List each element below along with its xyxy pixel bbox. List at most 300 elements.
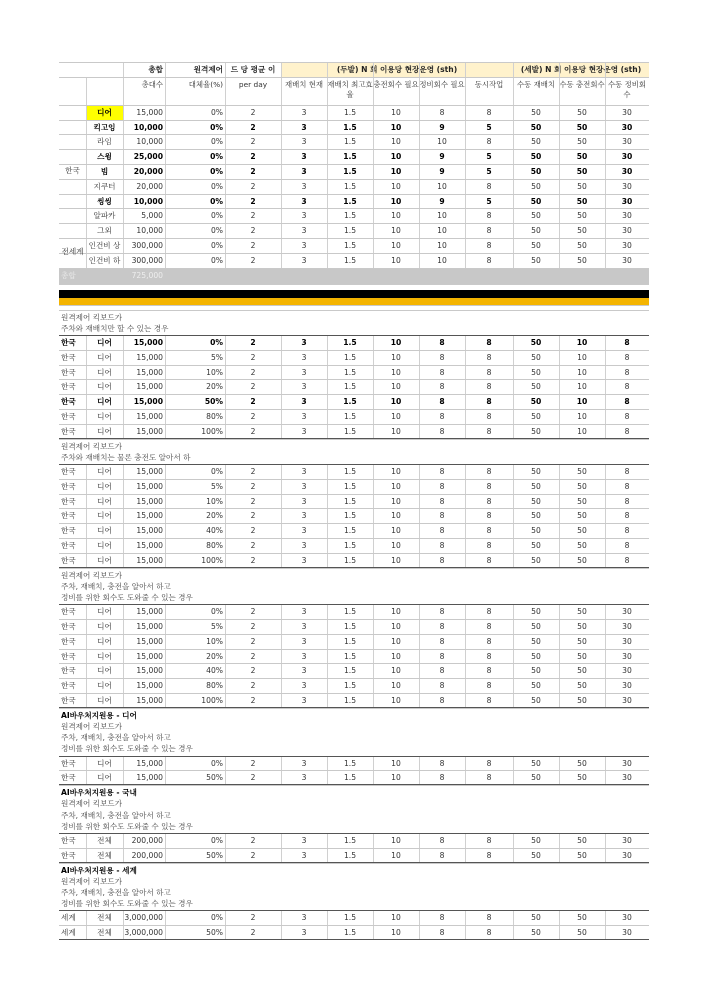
country-cell[interactable]: 세계 bbox=[61, 928, 76, 938]
cell[interactable]: 10 bbox=[390, 166, 402, 176]
cell[interactable]: 50 bbox=[577, 666, 587, 676]
cell[interactable]: 50 bbox=[577, 607, 587, 617]
cell[interactable]: 8 bbox=[439, 621, 445, 631]
cell[interactable]: 50 bbox=[531, 773, 541, 783]
cell[interactable]: 10 bbox=[576, 337, 588, 347]
cell[interactable]: 20% bbox=[206, 651, 223, 661]
company-cell[interactable]: 디어 bbox=[97, 337, 112, 347]
cell[interactable]: 50 bbox=[577, 555, 587, 565]
cell[interactable]: 3 bbox=[301, 511, 307, 521]
cell[interactable]: 3 bbox=[301, 526, 307, 536]
cell[interactable]: 1.5 bbox=[343, 695, 357, 705]
cell[interactable]: 5 bbox=[486, 152, 492, 162]
cell[interactable]: 8 bbox=[486, 773, 492, 783]
cell[interactable]: 8 bbox=[439, 382, 445, 392]
country-cell[interactable]: 한국 bbox=[61, 651, 76, 661]
header-cell[interactable]: 총합 bbox=[148, 65, 163, 74]
cell[interactable]: 10 bbox=[390, 337, 402, 347]
cell[interactable]: 8 bbox=[439, 607, 445, 617]
cell[interactable]: 10 bbox=[437, 240, 447, 250]
company-name[interactable]: 라임 bbox=[97, 137, 112, 147]
cell[interactable]: 9 bbox=[439, 166, 445, 176]
cell[interactable]: 8 bbox=[624, 540, 630, 550]
cell[interactable]: 2 bbox=[250, 107, 256, 117]
cell[interactable]: 8 bbox=[624, 397, 630, 407]
cell[interactable]: 200,000 bbox=[131, 835, 163, 845]
cell[interactable]: 0% bbox=[210, 181, 223, 191]
cell[interactable]: 50 bbox=[531, 681, 541, 691]
cell[interactable]: 8 bbox=[439, 928, 445, 938]
cell[interactable]: 15,000 bbox=[136, 411, 163, 421]
cell[interactable]: 2 bbox=[250, 397, 256, 407]
cell[interactable]: 50 bbox=[530, 196, 542, 206]
cell[interactable]: 30 bbox=[622, 651, 632, 661]
cell[interactable]: 1.5 bbox=[343, 352, 357, 362]
cell[interactable]: 10 bbox=[391, 466, 401, 476]
cell[interactable]: 10 bbox=[391, 367, 401, 377]
country-cell[interactable]: 한국 bbox=[61, 681, 76, 691]
cell[interactable]: 8 bbox=[486, 651, 492, 661]
cell[interactable]: 8 bbox=[439, 695, 445, 705]
country-cell[interactable]: 한국 bbox=[61, 382, 76, 392]
company-cell[interactable]: 전체 bbox=[97, 928, 112, 938]
cell[interactable]: 1.5 bbox=[343, 540, 357, 550]
cell[interactable]: 1.5 bbox=[343, 397, 357, 407]
cell[interactable]: 8 bbox=[486, 636, 492, 646]
cell[interactable]: 8 bbox=[486, 397, 492, 407]
cell[interactable]: 2 bbox=[250, 835, 256, 845]
company-cell[interactable]: 디어 bbox=[97, 621, 112, 631]
cell[interactable]: 10 bbox=[390, 196, 402, 206]
cell[interactable]: 9 bbox=[439, 196, 445, 206]
cell[interactable]: 30 bbox=[621, 166, 633, 176]
cell[interactable]: 15,000 bbox=[136, 466, 163, 476]
company-cell[interactable]: 디어 bbox=[97, 526, 112, 536]
cell[interactable]: 1.5 bbox=[343, 382, 357, 392]
cell[interactable]: 8 bbox=[486, 758, 492, 768]
cell[interactable]: 2 bbox=[250, 352, 256, 362]
cell[interactable]: 8 bbox=[486, 607, 492, 617]
subheader-cell[interactable]: 정비회수 필요 bbox=[419, 79, 465, 89]
cell[interactable]: 0% bbox=[210, 255, 223, 265]
cell[interactable]: 8 bbox=[624, 352, 630, 362]
cell[interactable]: 0% bbox=[210, 913, 223, 923]
cell[interactable]: 3 bbox=[301, 540, 307, 550]
subheader-cell[interactable]: 대체율(%) bbox=[188, 79, 223, 89]
cell[interactable]: 8 bbox=[439, 666, 445, 676]
cell[interactable]: 1.5 bbox=[343, 496, 357, 506]
cell[interactable]: 50 bbox=[531, 540, 541, 550]
subheader-cell[interactable]: 충전회수 필요 bbox=[373, 79, 419, 89]
cell[interactable]: 10 bbox=[391, 181, 401, 191]
cell[interactable]: 10 bbox=[391, 695, 401, 705]
cell[interactable]: 50 bbox=[531, 466, 541, 476]
cell[interactable]: 0% bbox=[210, 226, 223, 236]
cell[interactable]: 8 bbox=[486, 913, 492, 923]
cell[interactable]: 2 bbox=[250, 481, 256, 491]
cell[interactable]: 40% bbox=[206, 526, 223, 536]
cell[interactable]: 8 bbox=[439, 526, 445, 536]
cell[interactable]: 8 bbox=[439, 426, 445, 436]
company-cell[interactable]: 디어 bbox=[97, 636, 112, 646]
cell[interactable]: 8 bbox=[486, 621, 492, 631]
cell[interactable]: 0% bbox=[210, 107, 223, 117]
cell[interactable]: 8 bbox=[624, 411, 630, 421]
cell[interactable]: 50 bbox=[577, 695, 587, 705]
cell[interactable]: 10 bbox=[390, 152, 402, 162]
cell[interactable]: 5% bbox=[210, 352, 223, 362]
cell[interactable]: 10% bbox=[206, 496, 223, 506]
cell[interactable]: 40% bbox=[206, 666, 223, 676]
cell[interactable]: 80% bbox=[206, 681, 223, 691]
cell[interactable]: 300,000 bbox=[131, 255, 163, 265]
cell[interactable]: 50 bbox=[577, 681, 587, 691]
cell[interactable]: 3 bbox=[301, 481, 307, 491]
cell[interactable]: 10 bbox=[391, 850, 401, 860]
cell[interactable]: 10 bbox=[390, 122, 402, 132]
cell[interactable]: 1.5 bbox=[343, 666, 357, 676]
cell[interactable]: 50% bbox=[206, 773, 223, 783]
cell[interactable]: 10 bbox=[391, 621, 401, 631]
cell[interactable]: 30 bbox=[622, 773, 632, 783]
cell[interactable]: 1.5 bbox=[343, 152, 357, 162]
cell[interactable]: 10 bbox=[390, 397, 402, 407]
cell[interactable]: 15,000 bbox=[136, 695, 163, 705]
cell[interactable]: 0% bbox=[210, 137, 223, 147]
cell[interactable]: 1.5 bbox=[343, 913, 357, 923]
cell[interactable]: 8 bbox=[624, 526, 630, 536]
cell[interactable]: 50% bbox=[204, 397, 223, 407]
cell[interactable]: 50 bbox=[577, 226, 587, 236]
country-cell[interactable]: 한국 bbox=[61, 773, 76, 783]
country-cell[interactable]: 한국 bbox=[61, 835, 76, 845]
cell[interactable]: 50 bbox=[576, 196, 588, 206]
cell[interactable]: 2 bbox=[250, 511, 256, 521]
cell[interactable]: 100% bbox=[201, 695, 223, 705]
cell[interactable]: 8 bbox=[439, 352, 445, 362]
cell[interactable]: 3 bbox=[301, 240, 307, 250]
cell[interactable]: 50% bbox=[206, 850, 223, 860]
cell[interactable]: 20% bbox=[206, 382, 223, 392]
cell[interactable]: 10,000 bbox=[133, 122, 163, 132]
cell[interactable]: 2 bbox=[250, 382, 256, 392]
cell[interactable]: 10 bbox=[391, 651, 401, 661]
cell[interactable]: 80% bbox=[206, 540, 223, 550]
cell[interactable]: 50 bbox=[531, 695, 541, 705]
cell[interactable]: 50 bbox=[531, 240, 541, 250]
cell[interactable]: 50 bbox=[531, 526, 541, 536]
cell[interactable]: 8 bbox=[439, 636, 445, 646]
cell[interactable]: 2 bbox=[250, 152, 256, 162]
cell[interactable]: 15,000 bbox=[136, 481, 163, 491]
cell[interactable]: 1.5 bbox=[343, 122, 357, 132]
cell[interactable]: 3 bbox=[301, 367, 307, 377]
cell[interactable]: 1.5 bbox=[343, 651, 357, 661]
company-name[interactable]: 킥고잉 bbox=[93, 122, 116, 132]
cell[interactable]: 2 bbox=[250, 337, 256, 347]
cell[interactable]: 0% bbox=[210, 835, 223, 845]
cell[interactable]: 8 bbox=[439, 107, 445, 117]
country-cell[interactable]: 한국 bbox=[61, 466, 76, 476]
cell[interactable]: 30 bbox=[622, 666, 632, 676]
cell[interactable]: 50 bbox=[531, 255, 541, 265]
cell[interactable]: 50 bbox=[531, 496, 541, 506]
cell[interactable]: 50 bbox=[530, 397, 542, 407]
cell[interactable]: 2 bbox=[250, 913, 256, 923]
cell[interactable]: 8 bbox=[486, 211, 492, 221]
cell[interactable]: 8 bbox=[486, 226, 492, 236]
cell[interactable]: 2 bbox=[250, 211, 256, 221]
cell[interactable]: 8 bbox=[486, 337, 492, 347]
cell[interactable]: 50 bbox=[577, 913, 587, 923]
cell[interactable]: 15,000 bbox=[136, 651, 163, 661]
cell[interactable]: 1.5 bbox=[343, 555, 357, 565]
cell[interactable]: 15,000 bbox=[136, 367, 163, 377]
cell[interactable]: 10 bbox=[391, 411, 401, 421]
cell[interactable]: 2 bbox=[250, 181, 256, 191]
cell[interactable]: 15,000 bbox=[136, 107, 163, 117]
cell[interactable]: 2 bbox=[250, 466, 256, 476]
cell[interactable]: 10% bbox=[206, 636, 223, 646]
cell[interactable]: 300,000 bbox=[131, 240, 163, 250]
cell[interactable]: 3 bbox=[301, 651, 307, 661]
cell[interactable]: 15,000 bbox=[136, 681, 163, 691]
cell[interactable]: 3 bbox=[301, 695, 307, 705]
country-cell[interactable]: 한국 bbox=[61, 397, 76, 407]
cell[interactable]: 10 bbox=[391, 426, 401, 436]
cell[interactable]: 50 bbox=[577, 540, 587, 550]
cell[interactable]: 10 bbox=[391, 607, 401, 617]
cell[interactable]: 0% bbox=[210, 607, 223, 617]
company-cell[interactable]: 디어 bbox=[97, 540, 112, 550]
cell[interactable]: 50 bbox=[577, 181, 587, 191]
subheader-cell[interactable]: 동시작업 bbox=[474, 79, 504, 89]
cell[interactable]: 10 bbox=[437, 137, 447, 147]
cell[interactable]: 50 bbox=[577, 835, 587, 845]
cell[interactable]: 8 bbox=[486, 681, 492, 691]
cell[interactable]: 10 bbox=[391, 681, 401, 691]
cell[interactable]: 15,000 bbox=[136, 621, 163, 631]
cell[interactable]: 3 bbox=[301, 226, 307, 236]
company-cell[interactable]: 디어 bbox=[97, 426, 112, 436]
cell[interactable]: 1.5 bbox=[343, 137, 357, 147]
cell[interactable]: 3 bbox=[301, 166, 307, 176]
cell[interactable]: 3 bbox=[301, 773, 307, 783]
cell[interactable]: 8 bbox=[624, 382, 630, 392]
cell[interactable]: 50 bbox=[577, 137, 587, 147]
cell[interactable]: 50 bbox=[531, 835, 541, 845]
cell[interactable]: 0% bbox=[210, 758, 223, 768]
cell[interactable]: 2 bbox=[250, 240, 256, 250]
country-cell[interactable]: 한국 bbox=[61, 411, 76, 421]
cell[interactable]: 8 bbox=[624, 466, 630, 476]
cell[interactable]: 15,000 bbox=[136, 526, 163, 536]
company-name[interactable]: 그외 bbox=[97, 226, 112, 236]
cell[interactable]: 10 bbox=[391, 835, 401, 845]
cell[interactable]: 5 bbox=[486, 122, 492, 132]
cell[interactable]: 10 bbox=[437, 226, 447, 236]
cell[interactable]: 200,000 bbox=[131, 850, 163, 860]
cell[interactable]: 3 bbox=[301, 181, 307, 191]
company-name[interactable]: 인건비 상 bbox=[88, 240, 121, 250]
company-cell[interactable]: 디어 bbox=[97, 397, 112, 407]
cell[interactable]: 15,000 bbox=[136, 666, 163, 676]
cell[interactable]: 2 bbox=[250, 526, 256, 536]
cell[interactable]: 8 bbox=[486, 481, 492, 491]
company-name[interactable]: 알파카 bbox=[93, 211, 116, 221]
cell[interactable]: 50 bbox=[531, 211, 541, 221]
cell[interactable]: 1.5 bbox=[343, 107, 357, 117]
cell[interactable]: 1.5 bbox=[343, 850, 357, 860]
cell[interactable]: 30 bbox=[622, 621, 632, 631]
company-cell[interactable]: 디어 bbox=[97, 511, 112, 521]
cell[interactable]: 1.5 bbox=[343, 196, 357, 206]
cell[interactable]: 10 bbox=[577, 382, 587, 392]
cell[interactable]: 1.5 bbox=[343, 835, 357, 845]
cell[interactable]: 1.5 bbox=[343, 466, 357, 476]
cell[interactable]: 8 bbox=[439, 555, 445, 565]
cell[interactable]: 50 bbox=[576, 152, 588, 162]
cell[interactable]: 50 bbox=[577, 511, 587, 521]
company-cell[interactable]: 디어 bbox=[97, 607, 112, 617]
cell[interactable]: 50 bbox=[531, 666, 541, 676]
cell[interactable]: 30 bbox=[622, 913, 632, 923]
cell[interactable]: 2 bbox=[250, 666, 256, 676]
cell[interactable]: 30 bbox=[622, 835, 632, 845]
cell[interactable]: 1.5 bbox=[343, 928, 357, 938]
cell[interactable]: 8 bbox=[439, 773, 445, 783]
cell[interactable]: 3 bbox=[301, 496, 307, 506]
cell[interactable]: 3 bbox=[301, 137, 307, 147]
cell[interactable]: 15,000 bbox=[136, 555, 163, 565]
cell[interactable]: 8 bbox=[439, 411, 445, 421]
company-cell[interactable]: 디어 bbox=[97, 555, 112, 565]
cell[interactable]: 8 bbox=[624, 337, 630, 347]
cell[interactable]: 8 bbox=[624, 367, 630, 377]
cell[interactable]: 50 bbox=[577, 758, 587, 768]
cell[interactable]: 10 bbox=[391, 107, 401, 117]
company-cell[interactable]: 디어 bbox=[97, 382, 112, 392]
cell[interactable]: 8 bbox=[624, 481, 630, 491]
cell[interactable]: 50 bbox=[531, 481, 541, 491]
cell[interactable]: 15,000 bbox=[136, 496, 163, 506]
cell[interactable]: 8 bbox=[486, 496, 492, 506]
cell[interactable]: 2 bbox=[250, 226, 256, 236]
company-name[interactable]: 지쿠터 bbox=[93, 181, 116, 191]
country-cell[interactable]: 한국 bbox=[61, 496, 76, 506]
country-cell[interactable]: 한국 bbox=[61, 367, 76, 377]
cell[interactable]: 30 bbox=[622, 240, 632, 250]
cell[interactable]: 10 bbox=[391, 636, 401, 646]
company-cell[interactable]: 전체 bbox=[97, 850, 112, 860]
cell[interactable]: 2 bbox=[250, 636, 256, 646]
cell[interactable]: 10 bbox=[577, 367, 587, 377]
cell[interactable]: 1.5 bbox=[343, 481, 357, 491]
country-cell[interactable]: 세계 bbox=[61, 913, 76, 923]
cell[interactable]: 5,000 bbox=[141, 211, 163, 221]
cell[interactable]: 8 bbox=[486, 240, 492, 250]
cell[interactable]: 0% bbox=[210, 196, 223, 206]
cell[interactable]: 8 bbox=[486, 255, 492, 265]
cell[interactable]: 3 bbox=[301, 152, 307, 162]
country-cell[interactable]: 한국 bbox=[61, 426, 76, 436]
cell[interactable]: 50 bbox=[577, 928, 587, 938]
cell[interactable]: 3 bbox=[301, 621, 307, 631]
cell[interactable]: 1.5 bbox=[343, 636, 357, 646]
cell[interactable]: 1.5 bbox=[343, 511, 357, 521]
cell[interactable]: 50 bbox=[577, 773, 587, 783]
cell[interactable]: 50 bbox=[531, 181, 541, 191]
company-cell[interactable]: 디어 bbox=[97, 758, 112, 768]
cell[interactable]: 50 bbox=[530, 152, 542, 162]
company-cell[interactable]: 디어 bbox=[97, 496, 112, 506]
cell[interactable]: 30 bbox=[622, 107, 632, 117]
cell[interactable]: 8 bbox=[439, 835, 445, 845]
cell[interactable]: 8 bbox=[439, 466, 445, 476]
cell[interactable]: 9 bbox=[439, 122, 445, 132]
cell[interactable]: 50 bbox=[531, 137, 541, 147]
cell[interactable]: 0% bbox=[210, 152, 223, 162]
cell[interactable]: 10 bbox=[391, 137, 401, 147]
cell[interactable]: 50 bbox=[531, 555, 541, 565]
cell[interactable]: 2 bbox=[250, 555, 256, 565]
cell[interactable]: 1.5 bbox=[343, 240, 357, 250]
company-cell[interactable]: 디어 bbox=[97, 681, 112, 691]
cell[interactable]: 1.5 bbox=[343, 411, 357, 421]
subheader-cell[interactable]: 재배치 현재 bbox=[284, 79, 324, 89]
company-cell[interactable]: 디어 bbox=[97, 773, 112, 783]
cell[interactable]: 8 bbox=[624, 511, 630, 521]
cell[interactable]: 8 bbox=[486, 835, 492, 845]
cell[interactable]: 3 bbox=[301, 352, 307, 362]
cell[interactable]: 1.5 bbox=[343, 255, 357, 265]
cell[interactable]: 10 bbox=[577, 426, 587, 436]
cell[interactable]: 50 bbox=[531, 352, 541, 362]
cell[interactable]: 8 bbox=[439, 913, 445, 923]
cell[interactable]: 50 bbox=[531, 850, 541, 860]
cell[interactable]: 50 bbox=[577, 636, 587, 646]
cell[interactable]: 2 bbox=[250, 850, 256, 860]
company-cell[interactable]: 디어 bbox=[97, 411, 112, 421]
cell[interactable]: 8 bbox=[439, 496, 445, 506]
cell[interactable]: 50 bbox=[531, 511, 541, 521]
cell[interactable]: 3 bbox=[301, 122, 307, 132]
cell[interactable]: 50 bbox=[577, 850, 587, 860]
cell[interactable]: 10,000 bbox=[133, 196, 163, 206]
company-cell[interactable]: 디어 bbox=[97, 352, 112, 362]
cell[interactable]: 10 bbox=[391, 555, 401, 565]
cell[interactable]: 15,000 bbox=[133, 397, 163, 407]
cell[interactable]: 50 bbox=[531, 107, 541, 117]
country-cell[interactable]: 한국 bbox=[61, 481, 76, 491]
cell[interactable]: 8 bbox=[439, 651, 445, 661]
header-cell[interactable]: 드 당 평균 이 bbox=[230, 65, 276, 74]
company-cell[interactable]: 디어 bbox=[97, 466, 112, 476]
cell[interactable]: 8 bbox=[486, 666, 492, 676]
cell[interactable]: 10 bbox=[391, 540, 401, 550]
cell[interactable]: 50 bbox=[531, 382, 541, 392]
cell[interactable]: 0% bbox=[210, 337, 223, 347]
cell[interactable]: 3 bbox=[301, 397, 307, 407]
company-cell[interactable]: 디어 bbox=[97, 481, 112, 491]
country-cell[interactable]: 한국 bbox=[61, 636, 76, 646]
cell[interactable]: 5% bbox=[210, 481, 223, 491]
cell[interactable]: 2 bbox=[250, 122, 256, 132]
cell[interactable]: 2 bbox=[250, 758, 256, 768]
cell[interactable]: 50 bbox=[531, 411, 541, 421]
company-name[interactable]: 씽씽 bbox=[97, 196, 112, 206]
cell[interactable]: 2 bbox=[250, 411, 256, 421]
